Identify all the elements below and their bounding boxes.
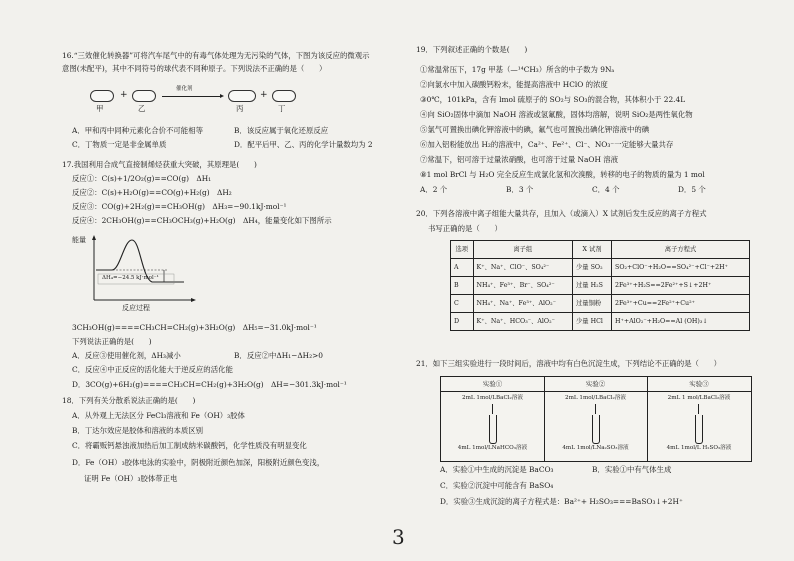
q16-option-b: B．该反应属于氧化还原反应 — [234, 126, 329, 135]
q19-option-a: A．2 个 — [420, 185, 448, 194]
table-header-row — [451, 241, 750, 259]
q17-reaction-2: 反应②：C(s)+H₂O(g)==CO(g)+H₂(g) ΔH₂ — [72, 188, 232, 197]
molecule-jia — [90, 90, 114, 102]
q21-option-d: D．实验③生成沉淀的离子方程式是：Ba²⁺+ H₂SO₃===BaSO₃↓+2H⁺ — [440, 497, 683, 506]
table-cell: H⁺+AlO₂⁻+H₂O==Al (OH)₃↓ — [612, 313, 750, 331]
experiment-1-head: 实验① — [482, 380, 503, 388]
q16-option-a: A．甲和丙中同种元素化合价不可能相等 — [72, 126, 203, 135]
experiment-2-solution: 4mL 1mol/LNa₂SO₃溶液 — [562, 445, 629, 451]
experiment-1-reagent: 2mL 1mol/LBaCl₂溶液 — [462, 395, 523, 401]
table-row — [451, 295, 750, 313]
q20-stem-line2: 书写正确的是（ ） — [428, 224, 502, 233]
energy-diagram — [72, 230, 202, 310]
table-cell: 过量铜粉 — [573, 295, 612, 313]
q16-option-d: D．配平后甲、乙、丙的化学计量数均为 2 — [234, 140, 373, 149]
q17-option-c: C．反应④中正反应的活化能大于逆反应的活化能 — [72, 365, 233, 374]
q16-stem-line2: 意图(未配平)，其中不同符号的球代表不同种原子。下列说法不正确的是（ ） — [62, 64, 327, 73]
q17-stem: 17.我国利用合成气直接制烯烃获重大突破，其原理是( ) — [62, 160, 257, 169]
q19-item-3: ③0℃，101kPa，含有 lmol 硫原子的 SO₂与 SO₃的混合物，其体积小于 22.4L — [420, 95, 686, 104]
table-cell: 2Fe³⁺+H₂S==2Fe²⁺+S↓+2H⁺ — [612, 277, 750, 295]
q19-item-5: ⑤氯气可置换出碘化钾溶液中的碘，氟气也可置换出碘化钾溶液中的碘 — [420, 125, 650, 134]
q17-option-d: D．3CO(g)+6H₂(g)====CH₃CH=CH₂(g)+3H₂O(g) ΔH=−301.3kJ·mol⁻¹ — [72, 380, 347, 389]
q19-item-8: ⑧1 mol BrCl 与 H₂O 完全反应生成氯化氢和次溴酸，转移的电子的物质的量为 1 mol — [420, 170, 705, 179]
q21-option-c: C．实验②沉淀中可能含有 BaSO₄ — [440, 481, 554, 490]
label-ding: 丁 — [278, 104, 286, 113]
table-cell: C — [451, 295, 474, 313]
table-row — [451, 259, 750, 277]
table-cell: K⁺、Na⁺、ClO⁻、SO₄²⁻ — [473, 259, 572, 277]
dropper-icon — [492, 404, 493, 414]
test-tube-icon — [695, 415, 703, 444]
header-x-reagent: X 试剂 — [573, 241, 612, 259]
q17-reaction-3: 反应③：CO(g)+2H₂(g)==CH₃OH(g) ΔH₃=−90.1kJ·mol⁻¹ — [72, 202, 287, 211]
q19-option-c: C．4 个 — [592, 185, 620, 194]
q20-stem-line1: 20．下列各溶液中离子组能大量共存，且加入（或滴入）X 试剂后发生反应的离子方程式 — [416, 209, 707, 218]
dropper-icon — [698, 404, 699, 414]
q17-reaction-5: 3CH₃OH(g)====CH₃CH=CH₂(g)+3H₂O(g) ΔH₅=−31.0kJ·mol⁻¹ — [72, 323, 317, 332]
molecule-ding — [272, 90, 296, 102]
table-cell: K⁺、Na⁺、HCO₃⁻、AlO₂⁻ — [473, 313, 572, 331]
label-jia: 甲 — [96, 104, 104, 113]
table-cell: 2Fe³⁺+Cu==2Fe²⁺+Cu²⁺ — [612, 295, 750, 313]
q19-item-7: ⑦常温下，铝可溶于过量浓硝酸，也可溶于过量 NaOH 溶液 — [420, 155, 619, 164]
q17-ask: 下列说法正确的是( ) — [72, 337, 152, 346]
catalyst-label: 催化剂 — [176, 86, 193, 92]
q19-option-b: B．3 个 — [506, 185, 534, 194]
experiment-2-head: 实验② — [585, 380, 606, 388]
table-cell: SO₂+ClO⁻+H₂O==SO₄²⁻+Cl⁻+2H⁺ — [612, 259, 750, 277]
table-cell: NH₄⁺、Fe³⁺、Br⁻、SO₄²⁻ — [473, 277, 572, 295]
experiment-1-solution: 4mL 1mol/LNaHCO₃溶液 — [457, 445, 528, 451]
label-yi: 乙 — [138, 104, 146, 113]
q19-item-2: ②向氯水中加入碳酸钙粉末，能提高溶液中 HClO 的浓度 — [420, 80, 608, 89]
q19-item-6: ⑥加入铝粉能放出 H₂的溶液中，Ca²⁺、Fe²⁺、Cl⁻、NO₃⁻一定能够大量共存 — [420, 140, 674, 149]
q18-stem: 18．下列有关分散系说法正确的是( ) — [62, 396, 196, 405]
q21-option-a: A．实验①中生成的沉淀是 BaCO₃ — [440, 465, 554, 474]
reaction-process-label: 反应过程 — [122, 304, 150, 312]
q17-reaction-1: 反应①：C(s)+1/2O₂(g)==CO(g) ΔH₁ — [72, 174, 212, 183]
q18-option-b: B．丁达尔效应是胶体和溶液的本质区别 — [72, 426, 204, 435]
test-tube-icon — [489, 415, 497, 444]
experiment-3-reagent: 2mL 1 mol/LBaCl₂溶液 — [667, 395, 731, 401]
label-bing: 丙 — [236, 104, 244, 113]
molecule-yi — [132, 90, 156, 102]
header-option: 选项 — [451, 241, 474, 259]
header-ion-equation: 离子方程式 — [612, 241, 750, 259]
q21-experiment-panel — [440, 376, 752, 462]
q21-option-b: B．实验①中有气体生成 — [592, 465, 672, 474]
q17-option-a: A．反应③使用催化剂，ΔH₃减小 — [72, 351, 181, 360]
q16-option-c: C．丁物质一定是非金属单质 — [72, 140, 167, 149]
q17-option-b: B．反应②中ΔH₁−ΔH₂>0 — [234, 351, 323, 360]
q18-option-d-line2: 证明 Fe（OH）₃胶体带正电 — [84, 474, 178, 483]
table-cell: 过量 H₂S — [573, 277, 612, 295]
q19-option-d: D．5 个 — [678, 185, 706, 194]
table-cell: 少量 SO₂ — [573, 259, 612, 277]
q18-option-a: A．从外观上无法区分 FeCl₃溶液和 Fe（OH）₃胶体 — [72, 411, 245, 420]
energy-axis-label: 能量 — [72, 236, 86, 244]
table-cell: NH₄⁺、Na⁺、Fe³⁺、AlO₂⁻ — [473, 295, 572, 313]
delta-h4-label: ΔH₄=−24.5 kJ·mol⁻¹ — [102, 275, 159, 281]
q20-table — [450, 240, 750, 331]
dropper-icon — [595, 404, 596, 414]
molecule-bing — [228, 90, 256, 102]
table-cell: A — [451, 259, 474, 277]
exam-page: 16.“三效催化转换器”可将汽车尾气中的有毒气体处理为无污染的气体，下图为该反应的微观示 意图(未配平)，其中不同符号的球代表不同种原子。下列说法不正确的是（ ） + 催化剂 + 甲 乙 丙 丁 A．甲和丙中同种元素化合价不可能相等 B．该反应属于氧化还原反应 C．丁物质一定是非金属单质 D．配平后甲、乙、丙的化学计量数均为 2 17.我国利用合成气直接制烯烃获重大突破，其原理是( ) 反应①：C(s)+1/2O₂(g)==CO(g) ΔH₁ 反应②：C(s)+H₂O(g)==CO(g)+H₂(g) ΔH₂ 反应③：CO(g)+2H₂(g)==CH₃OH(g) ΔH₃=−90.1kJ·mol⁻¹ 反应④：2CH₃OH(g)==CH₃OCH₃(g)+H₂O(g) ΔH₄，能量变化如下图所示 能量 ΔH₄=−24.5 kJ·mol⁻¹ 反应过程 3CH₃OH(g)====CH₃CH=CH₂(g)+3H₂O(g) ΔH₅=−31.0kJ·mol⁻¹ 下列说法正确的是( ) A．反应③使用催化剂，ΔH₃减小 B．反应②中ΔH₁−ΔH₂>0 C．反应④中正反应的活化能大于逆反应的活化能 D．3CO(g)+6H₂(g)====CH₃CH=CH₂(g)+3H₂O(g) ΔH=−301.3kJ·mol⁻¹ 18．下列有关分散系说法正确的是( ) A．从外观上无法区分 FeCl₃溶液和 Fe（OH）₃胶体 B．丁达尔效应是胶体和溶液的本质区别 C．将霸贩钙悬浊液加热后加工制成纳米碳酸钙，化学性质没有明显变化 D．Fe（OH）₃胶体电泳的实验中，阴极附近颜色加深，阳极附近颜色变浅， 证明 Fe（OH）₃胶体带正电 19．下列叙述正确的个数是( ) ①常温常压下，17g 甲基（—¹⁴CH₃）所含的中子数为 9Nₐ ②向氯水中加入碳酸钙粉末，能提高溶液中 HClO 的浓度 ③0℃，101kPa，含有 lmol 硫原子的 SO₂与 SO₃的混合物，其体积小于 22.4L ④向 SiO₂固体中滴加 NaOH 溶液或氢氟酸，固体均溶解，说明 SiO₂是两性氧化物 ⑤氯气可置换出碘化钾溶液中的碘，氟气也可置换出碘化钾溶液中的碘 ⑥加入铝粉能放出 H₂的溶液中，Ca²⁺、Fe²⁺、Cl⁻、NO₃⁻一定能够大量共存 ⑦常温下，铝可溶于过量浓硝酸，也可溶于过量 NaOH 溶液 ⑧1 mol BrCl 与 H₂O 完全反应生成氯化氢和次溴酸，转移的电子的物质的量为 1 mol A．2 个 B．3 个 C．4 个 D．5 个 20．下列各溶液中离子组能大量共存，且加入（或滴入）X 试剂后发生反应的离子方程式 书写正确的是（ ） 选项 离子组 X 试剂 离子方程式 A K⁺、Na⁺、ClO⁻、SO₄²⁻ 少量 SO₂ SO₂+ClO⁻+H₂O==SO₄²⁻+Cl⁻+2H⁺ B NH₄⁺、Fe³⁺、Br⁻、SO₄²⁻ 过量 H₂S 2Fe³⁺+H₂S==2Fe²⁺+S↓+2H⁺ C NH₄⁺、Na⁺、Fe³⁺、AlO₂⁻ 过量铜粉 2Fe³⁺+Cu==2Fe²⁺+Cu²⁺ D K⁺、Na⁺、HCO₃⁻、AlO₂⁻ 少量 HCl H⁺+AlO₂⁻+H₂O==Al (OH)₃↓ 21．如下三组实验进行一段时间后，溶液中均有白色沉淀生成，下列结论不正确的是（ ） 实验① 2mL 1mol/LBaCl₂溶液 4mL 1mol/LNaHCO₃溶液 实验② 2mL 1mol/LBaCl₂溶液 4mL 1mol/LNa₂SO₃溶液 实验③ 2mL 1 mol/LBaCl₂溶液 4mL 1mol/L H₂SO₃溶液 A．实验①中生成的沉淀是 BaCO₃ B．实验①中有气体生成 C．实验②沉淀中可能含有 BaSO₄ D．实验③生成沉淀的离子方程式是：Ba²⁺+ H₂SO₃===BaSO₃↓+2H⁺ 3 — [0, 0, 794, 561]
table-cell: D — [451, 313, 474, 331]
reaction-arrow — [162, 96, 222, 97]
experiment-2-reagent: 2mL 1mol/LBaCl₂溶液 — [565, 395, 626, 401]
q21-stem: 21．如下三组实验进行一段时间后，溶液中均有白色沉淀生成，下列结论不正确的是（ ） — [416, 359, 722, 368]
table-cell: B — [451, 277, 474, 295]
table-row — [451, 313, 750, 331]
q19-item-4: ④向 SiO₂固体中滴加 NaOH 溶液或氢氟酸，固体均溶解，说明 SiO₂是两性氧化物 — [420, 110, 693, 119]
q19-stem: 19．下列叙述正确的个数是( ) — [416, 45, 528, 54]
page-number: 3 — [392, 525, 405, 549]
experiment-3-solution: 4mL 1mol/L H₂SO₃溶液 — [666, 445, 732, 451]
q16-stem-line1: 16.“三效催化转换器”可将汽车尾气中的有毒气体处理为无污染的气体，下图为该反应的微观示 — [62, 51, 370, 60]
q18-option-d-line1: D．Fe（OH）₃胶体电泳的实验中，阴极附近颜色加深，阳极附近颜色变浅， — [72, 458, 325, 467]
test-tube-icon — [592, 415, 600, 444]
table-cell: 少量 HCl — [573, 313, 612, 331]
q18-option-c: C．将霸贩钙悬浊液加热后加工制成纳米碳酸钙，化学性质没有明显变化 — [72, 441, 307, 450]
header-ion-group: 离子组 — [473, 241, 572, 259]
experiment-3-head: 实验③ — [689, 380, 709, 388]
table-row — [451, 277, 750, 295]
q19-item-1: ①常温常压下，17g 甲基（—¹⁴CH₃）所含的中子数为 9Nₐ — [420, 65, 615, 74]
q17-reaction-4: 反应④：2CH₃OH(g)==CH₃OCH₃(g)+H₂O(g) ΔH₄，能量变化如下图所示 — [72, 216, 332, 225]
